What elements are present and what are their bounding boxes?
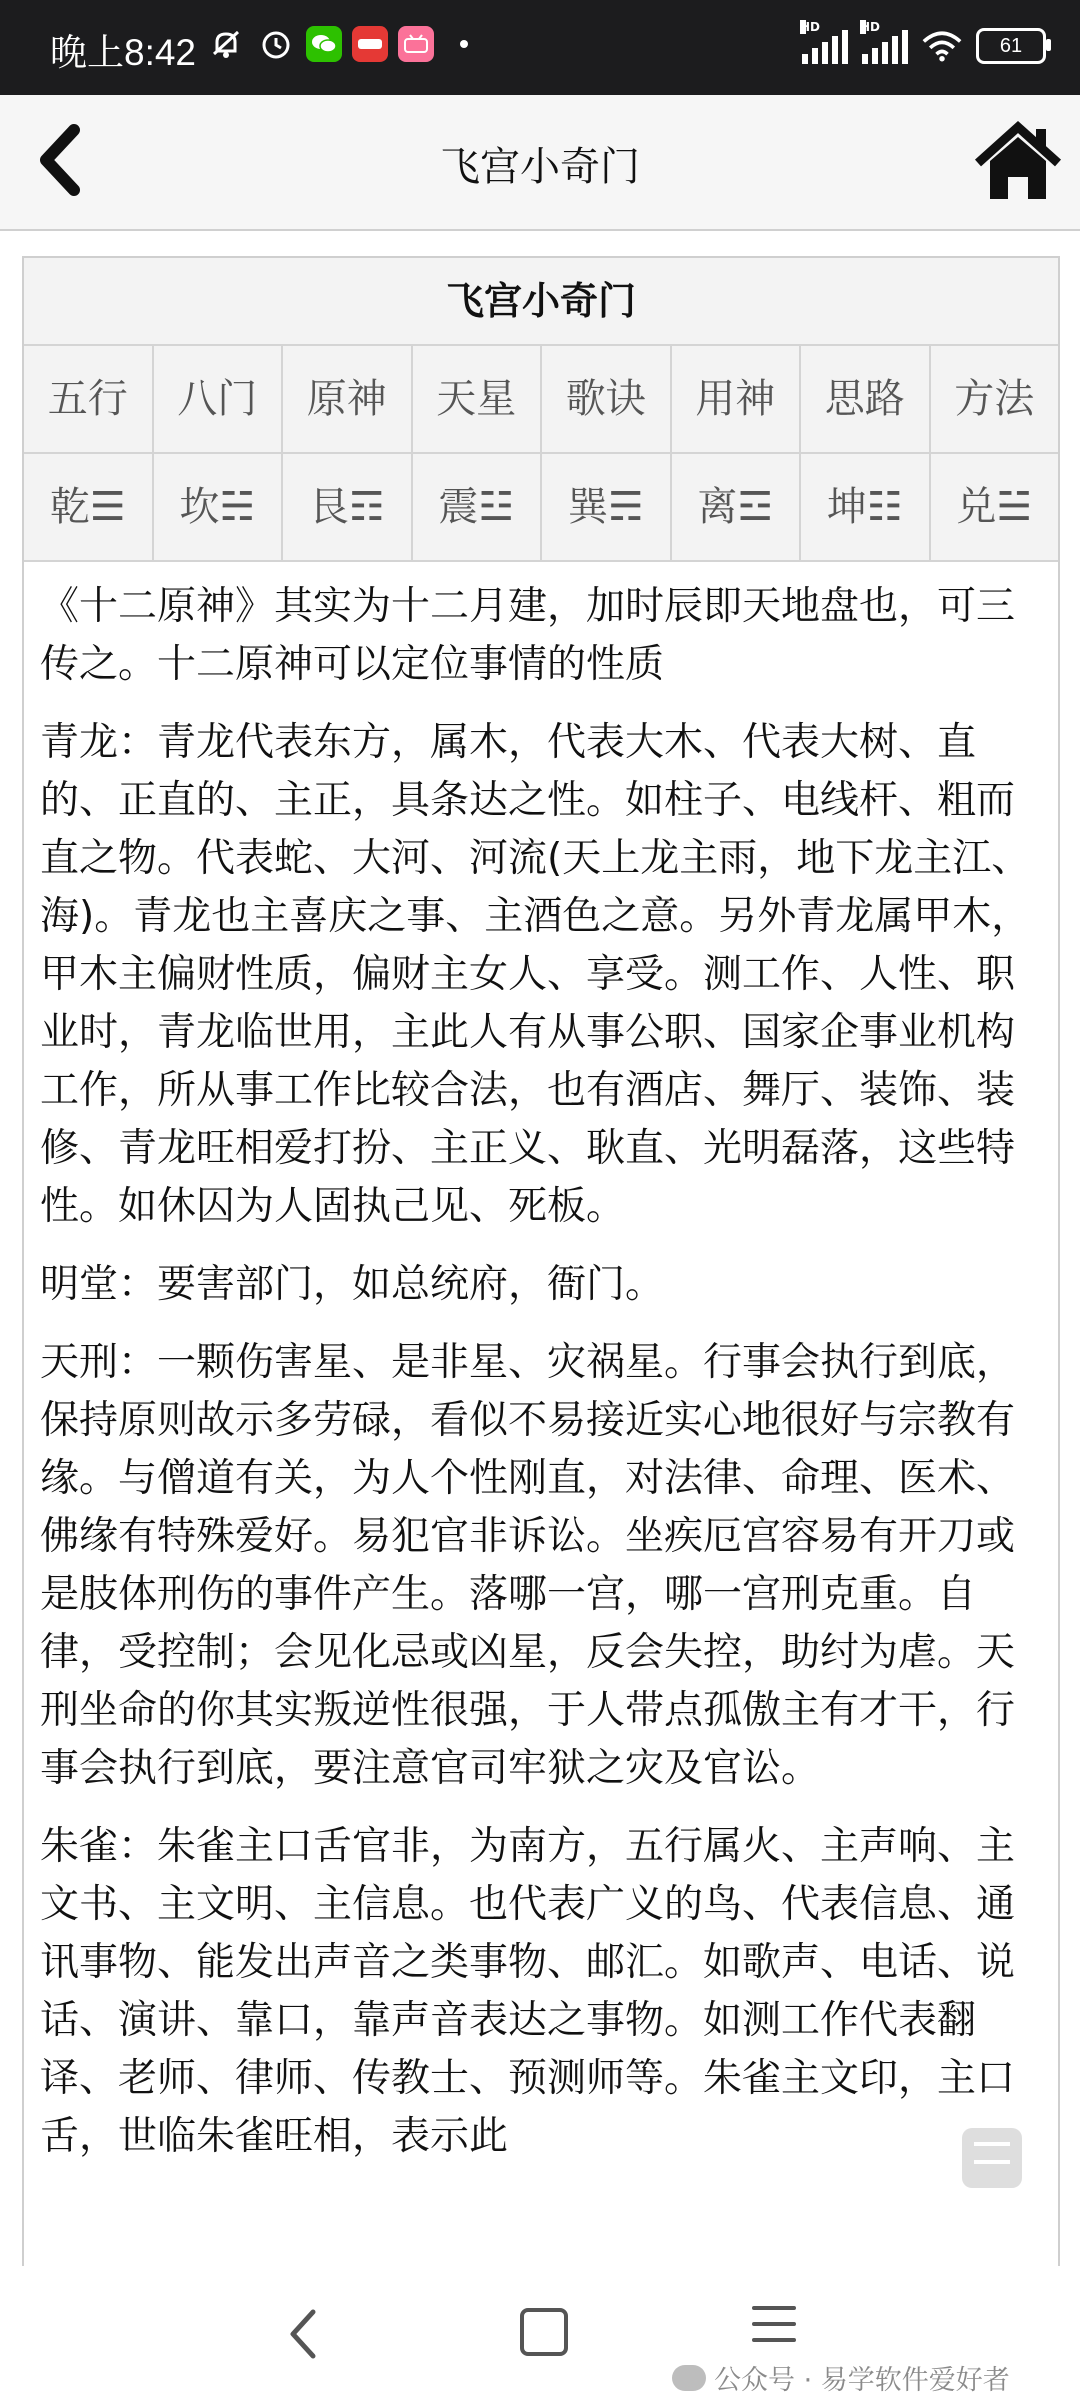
tab-kun[interactable]: 坤☷ xyxy=(801,454,931,560)
alarm-clock-icon xyxy=(256,24,296,64)
watermark-text: 公众号 · 易学软件爱好者 xyxy=(714,2365,1010,2396)
app-header xyxy=(0,95,1080,231)
wifi-icon xyxy=(922,26,962,66)
paragraph-tianxing: 天刑：一颗伤害星、是非星、灾祸星。行事会执行到底，保持原则故示多劳碌，看似不易接近实心地很好与宗教有缘。与僧道有关，为人个性刚直，对法律、命理、医术、佛缘有特殊爱好。易犯官非诉讼。坐疾厄宫容易有开刀或是肢体刑伤的事件产生。落哪一宫，哪一宫刑克重。自律，受控制；会见化忌或凶星，反会失控，助纣为虐。天刑坐命的你其实叛逆性很强，于人带点孤傲主有才干，行事会执行到底，要注意官司牢狱之灾及官讼。 xyxy=(40,1340,1016,1791)
tab-kan[interactable]: 坎☵ xyxy=(154,454,284,560)
status-bar xyxy=(0,0,1080,95)
content-card xyxy=(22,256,1060,2268)
tab-tianxing[interactable]: 天星 xyxy=(413,346,543,452)
battery-level: 61 xyxy=(999,34,1023,57)
trigram-tabs xyxy=(24,454,1058,562)
page-title: 飞宫小奇门 xyxy=(440,144,640,190)
tab-yuanshen[interactable]: 原神 xyxy=(283,346,413,452)
paragraph-intro: 《十二原神》其实为十二月建，加时辰即天地盘也，可三传之。十二原神可以定位事情的性质 xyxy=(40,584,1016,687)
tab-bamen[interactable]: 八门 xyxy=(154,346,284,452)
tab-qian[interactable]: 乾☰ xyxy=(24,454,154,560)
status-time: 晚上8:42 xyxy=(50,32,197,73)
home-button[interactable] xyxy=(974,119,1062,203)
tab-zhen[interactable]: 震☳ xyxy=(413,454,543,560)
tab-silu[interactable]: 思路 xyxy=(801,346,931,452)
signal-2-icon: HD xyxy=(862,28,908,64)
home-icon xyxy=(974,119,1062,203)
status-right-icons xyxy=(800,20,1046,66)
wechat-official-icon xyxy=(672,2365,706,2391)
tab-wuxing[interactable]: 五行 xyxy=(24,346,154,452)
paragraph-qinglong: 青龙：青龙代表东方，属木，代表大木、代表大树、直的、正直的、主正，具条达之性。如柱子、电线杆、粗而直之物。代表蛇、大河、河流(天上龙主雨，地下龙主江、海)。青龙也主喜庆之事、主酒色之意。另外青龙属甲木，甲木主偏财性质，偏财主女人、享受。测工作、人性、职业时，青龙临世用，主此人有从事公职、国家企事业机构工作，所从事工作比较合法，也有酒店、舞厅、装饰、装修、青龙旺相爱打扮、主正义、耿直、光明磊落，这些特性。如休囚为人固执己见、死板。 xyxy=(40,720,1031,1229)
scroll-handle[interactable] xyxy=(962,2128,1022,2188)
tab-li[interactable]: 离☲ xyxy=(672,454,802,560)
battery-icon xyxy=(976,28,1046,64)
tab-yongshen[interactable]: 用神 xyxy=(672,346,802,452)
nav-home-button[interactable] xyxy=(520,2308,568,2356)
article-content xyxy=(24,562,1058,2166)
card-title: 飞宫小奇门 xyxy=(24,258,1058,346)
nav-menu-button[interactable] xyxy=(752,2306,796,2354)
nav-back-button[interactable] xyxy=(283,2304,323,2364)
watermark xyxy=(672,2358,1010,2397)
tab-xun[interactable]: 巽☴ xyxy=(542,454,672,560)
more-dot-icon xyxy=(444,24,484,64)
wechat-icon xyxy=(306,26,342,62)
signal-1-icon: HD xyxy=(802,28,848,64)
paragraph-mingtang: 明堂：要害部门，如总统府，衙门。 xyxy=(40,1262,665,1307)
mute-bell-icon xyxy=(206,24,246,64)
kankan-app-icon xyxy=(352,26,388,62)
bilibili-icon xyxy=(398,26,434,62)
tab-gen[interactable]: 艮☶ xyxy=(283,454,413,560)
tab-fangfa[interactable]: 方法 xyxy=(954,376,1035,422)
status-notification-icons xyxy=(206,24,484,64)
tab-gejue[interactable]: 歌诀 xyxy=(542,346,672,452)
tab-dui[interactable]: 兑☱ xyxy=(956,484,1033,530)
category-tabs xyxy=(24,346,1058,454)
paragraph-zhuque: 朱雀：朱雀主口舌官非，为南方，五行属火、主声响、主文书、主文明、主信息。也代表广义的鸟、代表信息、通讯事物、能发出声音之类事物、邮汇。如歌声、电话、说话、演讲、靠口，靠声音表达之事物。如测工作代表翻译、老师、律师、传教士、预测师等。朱雀主文印，主口舌，世临朱雀旺相，表示此 xyxy=(40,1824,1016,2159)
nav-back-icon xyxy=(283,2304,323,2364)
